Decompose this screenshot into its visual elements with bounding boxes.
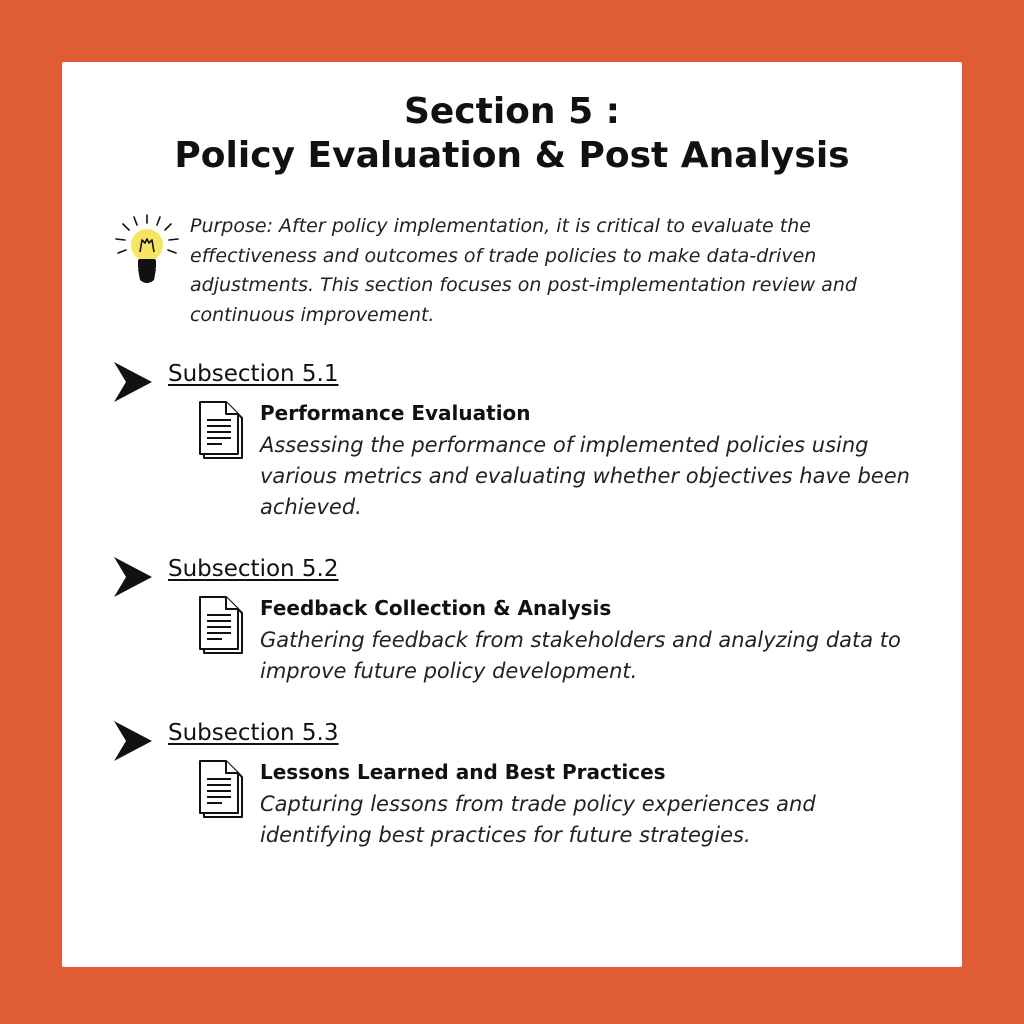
- subsection-heading: Subsection 5.2: [168, 556, 339, 582]
- lightbulb-icon: [112, 212, 182, 292]
- page-title: [62, 90, 962, 178]
- subsection-description: Assessing the performance of implemented policies using various metrics and evaluating whether objectives have been achieved.: [260, 433, 910, 519]
- arrow-right-icon: [112, 719, 154, 763]
- subsection-title: Lessons Learned and Best Practices: [260, 760, 666, 784]
- arrow-right-icon: [112, 360, 154, 404]
- subsection-description: Gathering feedback from stakeholders and analyzing data to improve future policy development.: [260, 628, 901, 683]
- content-card: [62, 62, 962, 967]
- document-icon: [198, 595, 246, 657]
- arrow-right-icon: [112, 555, 154, 599]
- purpose-text: Purpose: After policy implementation, it is critical to evaluate the effectiveness and outcomes of trade policies to make data-driven adjustments. This section focuses on post-implementation review and continuous improvement.: [190, 215, 857, 326]
- page-title-line-2: Policy Evaluation & Post Analysis: [174, 135, 850, 176]
- subsection-description: Capturing lessons from trade policy experiences and identifying best practices for future strategies.: [260, 792, 816, 847]
- document-icon: [198, 759, 246, 821]
- document-icon: [198, 400, 246, 462]
- page-title-line-1: Section 5 :: [403, 91, 621, 132]
- subsection-title: Feedback Collection & Analysis: [260, 596, 612, 620]
- subsection-heading: Subsection 5.3: [168, 720, 339, 746]
- subsection-title: Performance Evaluation: [260, 401, 531, 425]
- subsection-heading: Subsection 5.1: [168, 361, 339, 387]
